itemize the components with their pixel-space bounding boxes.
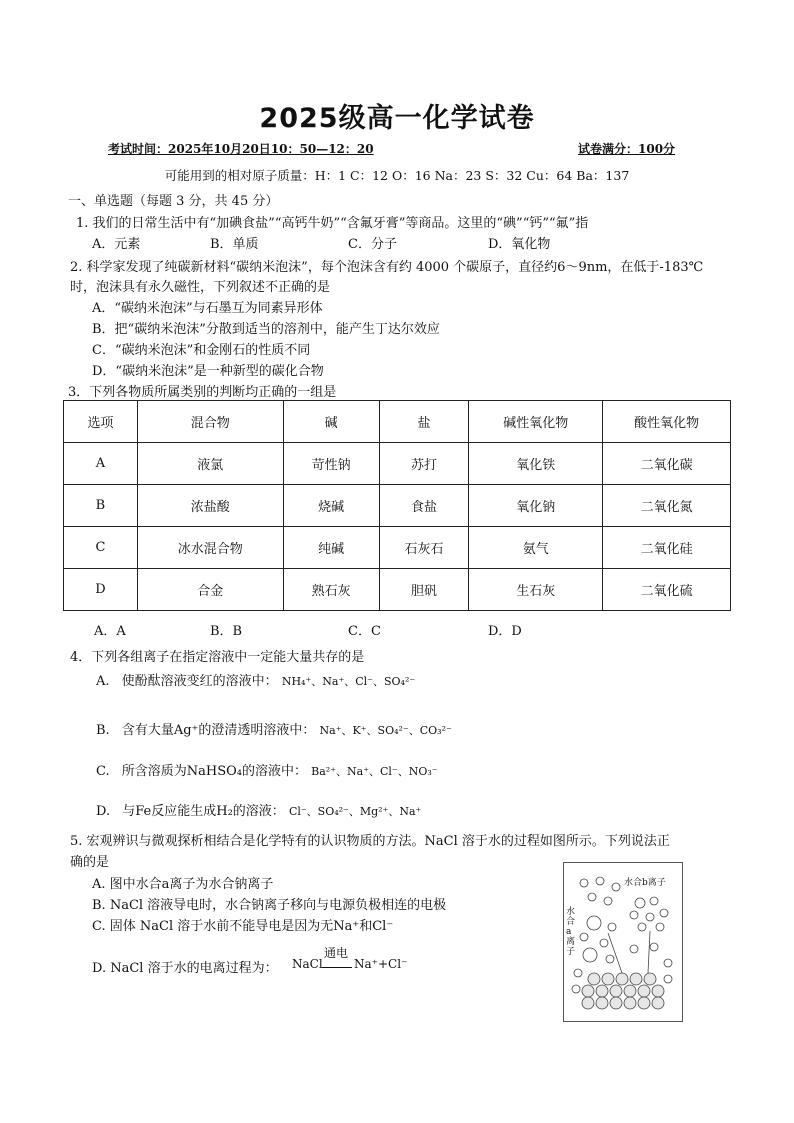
table-header-cell: 混合物 — [137, 401, 283, 443]
option-label: A. — [96, 674, 110, 689]
exam-time: 考试时间：2025年10月20日10：50—12：20 — [108, 142, 374, 156]
table-cell: 浓盐酸 — [137, 485, 283, 527]
q1-option-d: D．氧化物 — [488, 237, 551, 252]
figure-label-b: 水合b离子 — [624, 878, 666, 888]
option-label: D. — [96, 804, 111, 819]
q5-stem-line2: 确的是 — [70, 855, 110, 870]
table-cell: 苏打 — [379, 443, 469, 485]
q2-option-c: C．“碳纳米泡沫”和金刚石的性质不同 — [92, 343, 311, 358]
classification-table — [63, 400, 731, 611]
q3-option-b: B．B — [210, 624, 243, 639]
table-header-cell: 碱 — [283, 401, 379, 443]
table-cell: 生石灰 — [469, 569, 603, 611]
table-cell: B — [64, 485, 138, 527]
equation-left: NaCl — [292, 957, 323, 971]
table-cell: C — [64, 527, 138, 569]
q4-stem: 4．下列各组离子在指定溶液中一定能大量共存的是 — [70, 650, 365, 665]
table-header-cell: 碱性氧化物 — [469, 401, 603, 443]
table-cell: 胆矾 — [379, 569, 469, 611]
equation-condition: 通电 — [324, 946, 349, 960]
ion-list: NH₄⁺、Na⁺、Cl⁻、SO₄²⁻ — [281, 675, 416, 688]
q4-option-c — [96, 760, 438, 779]
q1-option-a: A．元素 — [92, 237, 141, 252]
ion-list: Na⁺、K⁺、SO₄²⁻、CO₃²⁻ — [319, 724, 452, 737]
table-cell: A — [64, 443, 138, 485]
option-text: 所含溶质为NaHSO₄的溶液中： — [121, 764, 308, 779]
q3-option-c: C．C — [348, 624, 381, 639]
table-row — [64, 485, 731, 527]
q2-option-d: D．“碳纳米泡沫”是一种新型的碳化合物 — [92, 364, 324, 379]
q3-option-d: D．D — [488, 624, 522, 639]
q1-option-c: C．分子 — [348, 237, 397, 252]
q5-option-c: C. 固体 NaCl 溶于水前不能导电是因为无Na⁺和Cl⁻ — [92, 919, 394, 934]
table-cell: 氧化铁 — [469, 443, 603, 485]
option-text: 与Fe反应能生成H₂的溶液： — [122, 804, 285, 819]
table-header-row — [64, 401, 731, 443]
q1-stem: 1. 我们的日常生活中有“加碘食盐”“高钙牛奶”“含氟牙膏”等商品。这里的“碘”“钙”“氟”指 — [76, 216, 589, 231]
table-header-cell: 选项 — [64, 401, 138, 443]
q4-option-d — [96, 800, 421, 819]
table-row — [64, 569, 731, 611]
q2-stem-line1: 2. 科学家发现了纯碳新材料“碳纳米泡沫”，每个泡沫含有约 4000 个碳原子，直径约6～9nm，在低于-183℃ — [70, 260, 704, 275]
page-title: 2025级高一化学试卷 — [259, 103, 535, 134]
ion-list: Ba²⁺、Na⁺、Cl⁻、NO₃⁻ — [311, 765, 438, 778]
q3-stem: 3．下列各物质所属类别的判断均正确的一组是 — [68, 385, 337, 400]
option-text: 使酚酞溶液变红的溶液中： — [121, 674, 278, 689]
table-cell: 熟石灰 — [283, 569, 379, 611]
table-row — [64, 443, 731, 485]
figure-label-a: 水合a离子 — [566, 907, 576, 957]
table-cell: 氧化钠 — [469, 485, 603, 527]
table-row — [64, 527, 731, 569]
option-label: B. — [96, 723, 110, 738]
table-cell: 苛性钠 — [283, 443, 379, 485]
q2-option-b: B．把“碳纳米泡沫”分散到适当的溶剂中，能产生丁达尔效应 — [92, 322, 440, 337]
table-cell: 液氯 — [137, 443, 283, 485]
full-score: 试卷满分：100分 — [578, 142, 676, 156]
q3-option-a: A．A — [94, 624, 126, 639]
table-cell: 二氧化硅 — [603, 527, 731, 569]
q4-option-b — [96, 719, 452, 738]
q5-stem-line1: 5. 宏观辨识与微观探析相结合是化学特有的认识物质的方法。NaCl 溶于水的过程如图所示。下列说法正 — [70, 834, 670, 849]
option-label: C. — [96, 764, 110, 779]
equation-arrow — [322, 967, 352, 968]
table-cell: 冰水混合物 — [137, 527, 283, 569]
section-heading: 一、单选题（每题 3 分，共 45 分） — [68, 194, 279, 209]
ion-list: Cl⁻、SO₄²⁻、Mg²⁺、Na⁺ — [288, 805, 422, 818]
q2-stem-line2: 时，泡沫具有永久磁性，下列叙述不正确的是 — [70, 280, 331, 295]
option-text: 含有大量Ag⁺的澄清透明溶液中： — [121, 723, 316, 738]
q5-option-b: B. NaCl 溶液导电时，水合钠离子移向与电源负极相连的电极 — [92, 898, 447, 913]
q1-option-b: B．单质 — [210, 237, 259, 252]
q5-option-d: D. NaCl 溶于水的电离过程为： — [92, 961, 278, 976]
q4-option-a — [96, 670, 415, 689]
table-cell: 二氧化硫 — [603, 569, 731, 611]
table-cell: 纯碱 — [283, 527, 379, 569]
table-cell: 食盐 — [379, 485, 469, 527]
equation-right: Na⁺+Cl⁻ — [354, 957, 408, 971]
table-cell: 二氧化碳 — [603, 443, 731, 485]
table-cell: 石灰石 — [379, 527, 469, 569]
atomic-masses: 可能用到的相对原子质量：H：1 C：12 O：16 Na：23 S：32 Cu：64 Ba：137 — [164, 168, 630, 183]
q5-option-a: A. 图中水合a离子为水合钠离子 — [92, 877, 274, 892]
table-header-cell: 盐 — [379, 401, 469, 443]
nacl-dissolution-figure — [563, 862, 683, 1022]
table-header-cell: 酸性氧化物 — [603, 401, 731, 443]
q2-option-a: A．“碳纳米泡沫”与石墨互为同素异形体 — [92, 301, 323, 316]
table-cell: 合金 — [137, 569, 283, 611]
table-cell: 氨气 — [469, 527, 603, 569]
table-cell: D — [64, 569, 138, 611]
table-cell: 烧碱 — [283, 485, 379, 527]
table-cell: 二氧化氮 — [603, 485, 731, 527]
